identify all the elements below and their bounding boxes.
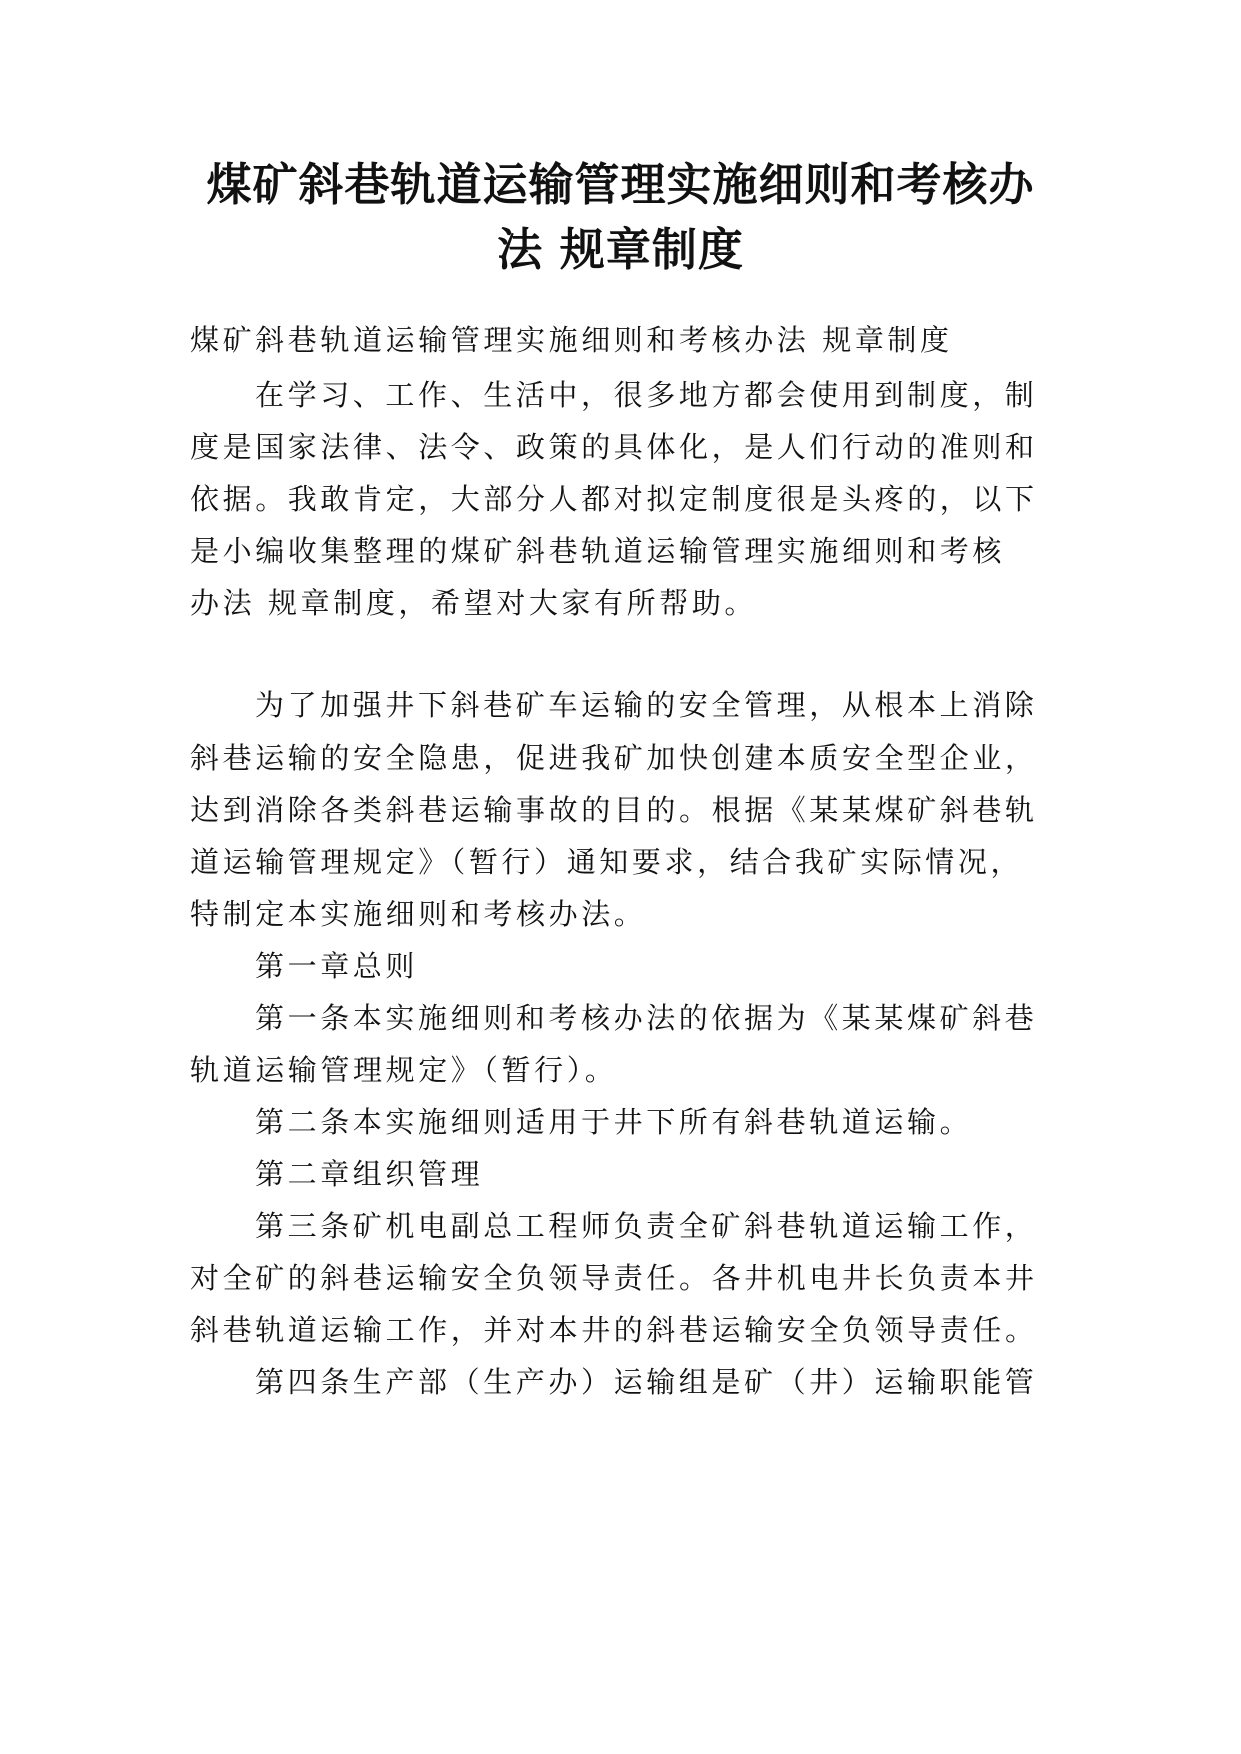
- body-line: 特制定本实施细则和考核办法。: [190, 897, 647, 931]
- intro-line: 依据。我敢肯定，大部分人都对拟定制度很是头疼的，以下: [190, 482, 1038, 516]
- subtitle-line: 煤矿斜巷轨道运输管理实施细则和考核办法 规章制度: [190, 323, 953, 357]
- chapter-heading: 第二章组织管理: [255, 1157, 484, 1191]
- article-line: 第四条生产部（生产办）运输组是矿（井）运输职能管: [255, 1365, 1038, 1399]
- article-line: 第二条本实施细则适用于井下所有斜巷轨道运输。: [255, 1105, 973, 1139]
- intro-line: 是小编收集整理的煤矿斜巷轨道运输管理实施细则和考核: [190, 534, 1006, 568]
- document-title-line-2: 法 规章制度: [497, 223, 744, 276]
- body-line: 为了加强井下斜巷矿车运输的安全管理，从根本上消除: [255, 688, 1038, 722]
- article-line: 轨道运输管理规定》（暂行）。: [190, 1053, 618, 1087]
- chapter-heading: 第一章总则: [255, 949, 419, 983]
- intro-line: 办法 规章制度，希望对大家有所帮助。: [190, 586, 758, 620]
- article-line: 第一条本实施细则和考核办法的依据为《某某煤矿斜巷: [255, 1001, 1038, 1035]
- article-line: 对全矿的斜巷运输安全负领导责任。各井机电井长负责本井: [190, 1261, 1038, 1295]
- intro-line: 度是国家法律、法令、政策的具体化，是人们行动的准则和: [190, 430, 1038, 464]
- body-line: 达到消除各类斜巷运输事故的目的。根据《某某煤矿斜巷轨: [190, 793, 1038, 827]
- article-line: 第三条矿机电副总工程师负责全矿斜巷轨道运输工作，: [255, 1209, 1038, 1243]
- body-line: 道运输管理规定》（暂行）通知要求，结合我矿实际情况，: [190, 845, 1024, 879]
- intro-line: 在学习、工作、生活中，很多地方都会使用到制度，制: [255, 378, 1038, 412]
- article-line: 斜巷轨道运输工作，并对本井的斜巷运输安全负领导责任。: [190, 1313, 1038, 1347]
- document-title-line-1: 煤矿斜巷轨道运输管理实施细则和考核办: [206, 158, 1035, 211]
- body-line: 斜巷运输的安全隐患，促进我矿加快创建本质安全型企业，: [190, 741, 1038, 775]
